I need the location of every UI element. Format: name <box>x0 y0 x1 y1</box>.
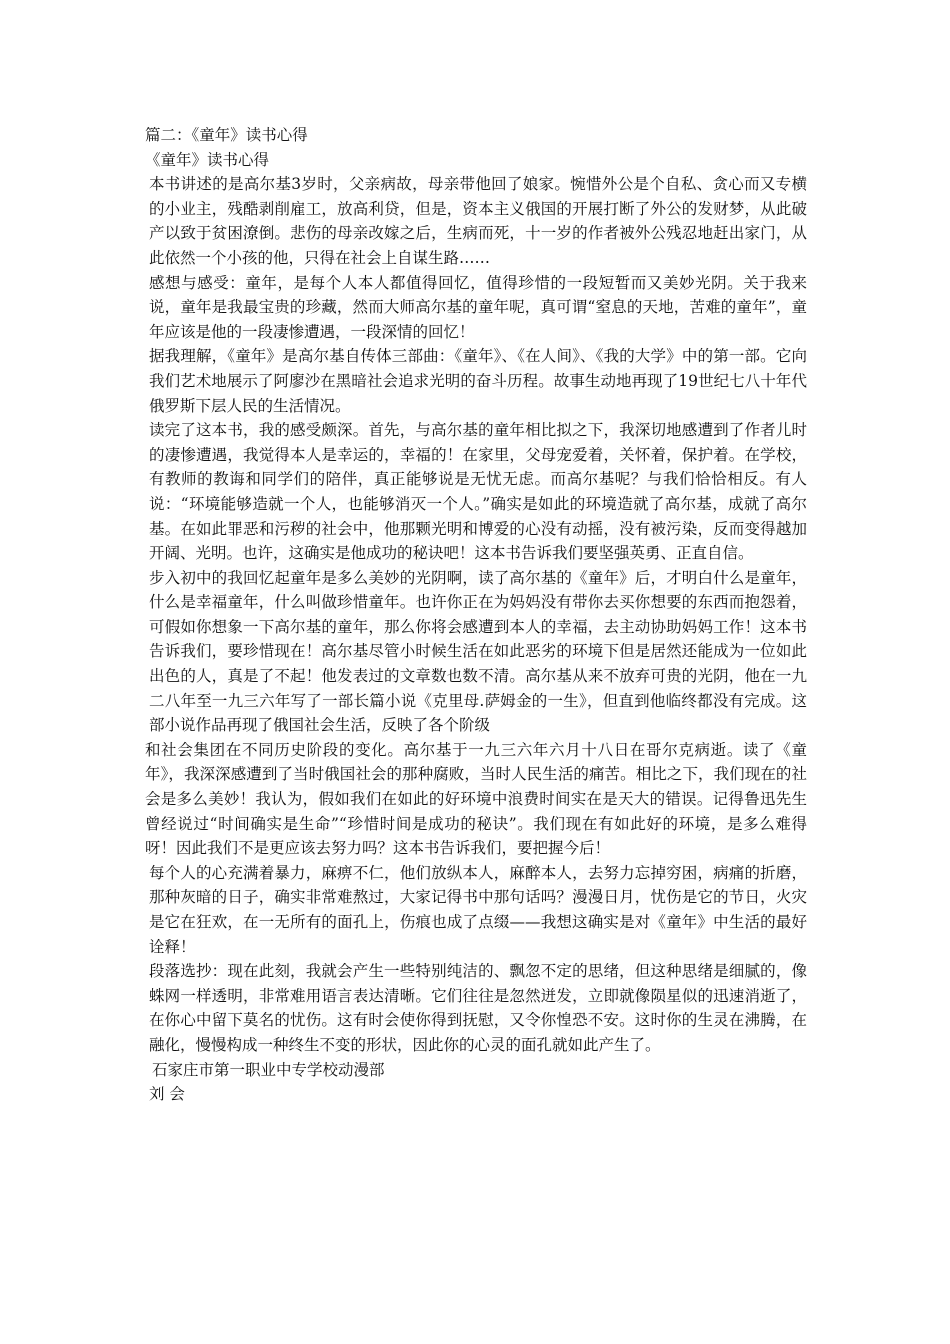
paragraph-society-changes: 和社会集团在不同历史阶段的变化。高尔基于一九三六年六月十八日在哥尔克病逝。读了《童年》，我深深感遭到了当时俄国社会的那种腐败，当时人民生活的痛苦。相比之下，我们现在的社会是多么美妙！我认为，假如我们在如此的好环境中浪费时间实在是天大的错误。记得鲁迅先生曾经说过“时间确实是生命”“珍惜时间是成功的秘诀”。我们现在有如此好的环境，是多么难得呀！因此我们不是更应该去努力吗？这本书告诉我们，要把握今后！ <box>145 740 807 858</box>
paragraph-interpretation: 每个人的心充满着暴力，麻痹不仁，他们放纵本人，麻醉本人，去努力忘掉穷困，病痛的折磨，那种灰暗的日子，确实非常难熬过，大家记得书中那句话吗？漫漫日月，忧伤是它的节日，火灾是它在狂欢，在一无所有的面孔上，伤痕也成了点缀——我想这确实是对《童年》中生活的最好诠释！ <box>149 863 807 956</box>
document-page <box>145 123 807 1107</box>
school-name: 石家庄市第一职业中专学校动漫部 <box>152 1060 385 1079</box>
section-title: 篇二：《童年》读书心得 <box>145 126 308 144</box>
paragraph-reflection: 感想与感受：童年，是每个人本人都值得回忆，值得珍惜的一段短暂而又美妙光阴。关于我来说，童年是我最宝贵的珍藏，然而大师高尔基的童年呢，真可谓“窒息的天地，苦难的童年”，童年应该是他的一段凄惨遭遇，一段深情的回忆！ <box>149 273 807 341</box>
paragraph-feelings: 读完了这本书，我的感受颇深。首先，与高尔基的童年相比拟之下，我深切地感遭到了作者儿时的凄惨遭遇，我觉得本人是幸运的，幸福的！在家里，父母宠爱着，关怀着，保护着。在学校，有教师的教诲和同学们的陪伴，真正能够说是无忧无虑。而高尔基呢？与我们恰恰相反。有人说：“环境能够造就一个人，也能够消灭一个人。”确实是如此的环境造就了高尔基，成就了高尔基。在如此罪恶和污秽的社会中，他那颗光明和博爱的心没有动摇，没有被污染，反而变得越加开阔、光明。也许，这确实是他成功的秘诀吧！这本书告诉我们要坚强英勇、正直自信。 <box>149 421 807 563</box>
paragraph-story-summary: 本书讲述的是高尔基3岁时，父亲病故，母亲带他回了娘家。惋惜外公是个自私、贪心而又专横的小业主，残酷剥削雇工，放高利贷，但是，资本主义俄国的开展打断了外公的发财梦，从此破产以致于贫困潦倒。悲伤的母亲改嫁之后，生病而死，十一岁的作者被外公残忍地赶出家门，从此依然一个小孩的他，只得在社会上自谋生路…… <box>149 175 807 267</box>
document-subtitle: 《童年》读书心得 <box>145 150 270 169</box>
author-name: 刘 会 <box>149 1085 185 1104</box>
paragraph-understanding: 据我理解，《童年》是高尔基自传体三部曲：《童年》、《在人间》、《我的大学》中的第一部。它向我们艺术地展示了阿廖沙在黑暗社会追求光明的奋斗历程。故事生动地再现了19世纪七八十年代俄罗斯下层人民的生活情况。 <box>149 347 807 415</box>
paragraph-memories: 步入初中的我回忆起童年是多么美妙的光阴啊，读了高尔基的《童年》后，才明白什么是童年，什么是幸福童年，什么叫做珍惜童年。也许你正在为妈妈没有带你去买你想要的东西而抱怨着，可假如你想象一下高尔基的童年，那么你将会感遭到本人的幸福，去主动协助妈妈工作！这本书告诉我们，要珍惜现在！高尔基尽管小时候生活在如此恶劣的环境下但是居然还能成为一位如此出色的人，真是了不起！他发表过的文章数也数不清。高尔基从来不放弃可贵的光阴，他在一九二八年至一九三六年写了一部长篇小说《克里母.萨姆金的一生》，但直到他临终都没有完成。这部小说作品再现了俄国社会生活，反映了各个阶级 <box>149 568 807 735</box>
paragraph-excerpt: 段落选抄：现在此刻，我就会产生一些特别纯洁的、飘忽不定的思绪，但这种思绪是细腻的，像蛛网一样透明，非常难用语言表达清晰。它们往往是忽然迸发，立即就像陨星似的迅速消逝了，在你心中留下莫名的忧伤。这有时会使你得到抚慰，又令你惶恐不安。这时你的生灵在沸腾，在融化，慢慢构成一种终生不变的形状，因此你的心灵的面孔就如此产生了。 <box>149 962 807 1054</box>
